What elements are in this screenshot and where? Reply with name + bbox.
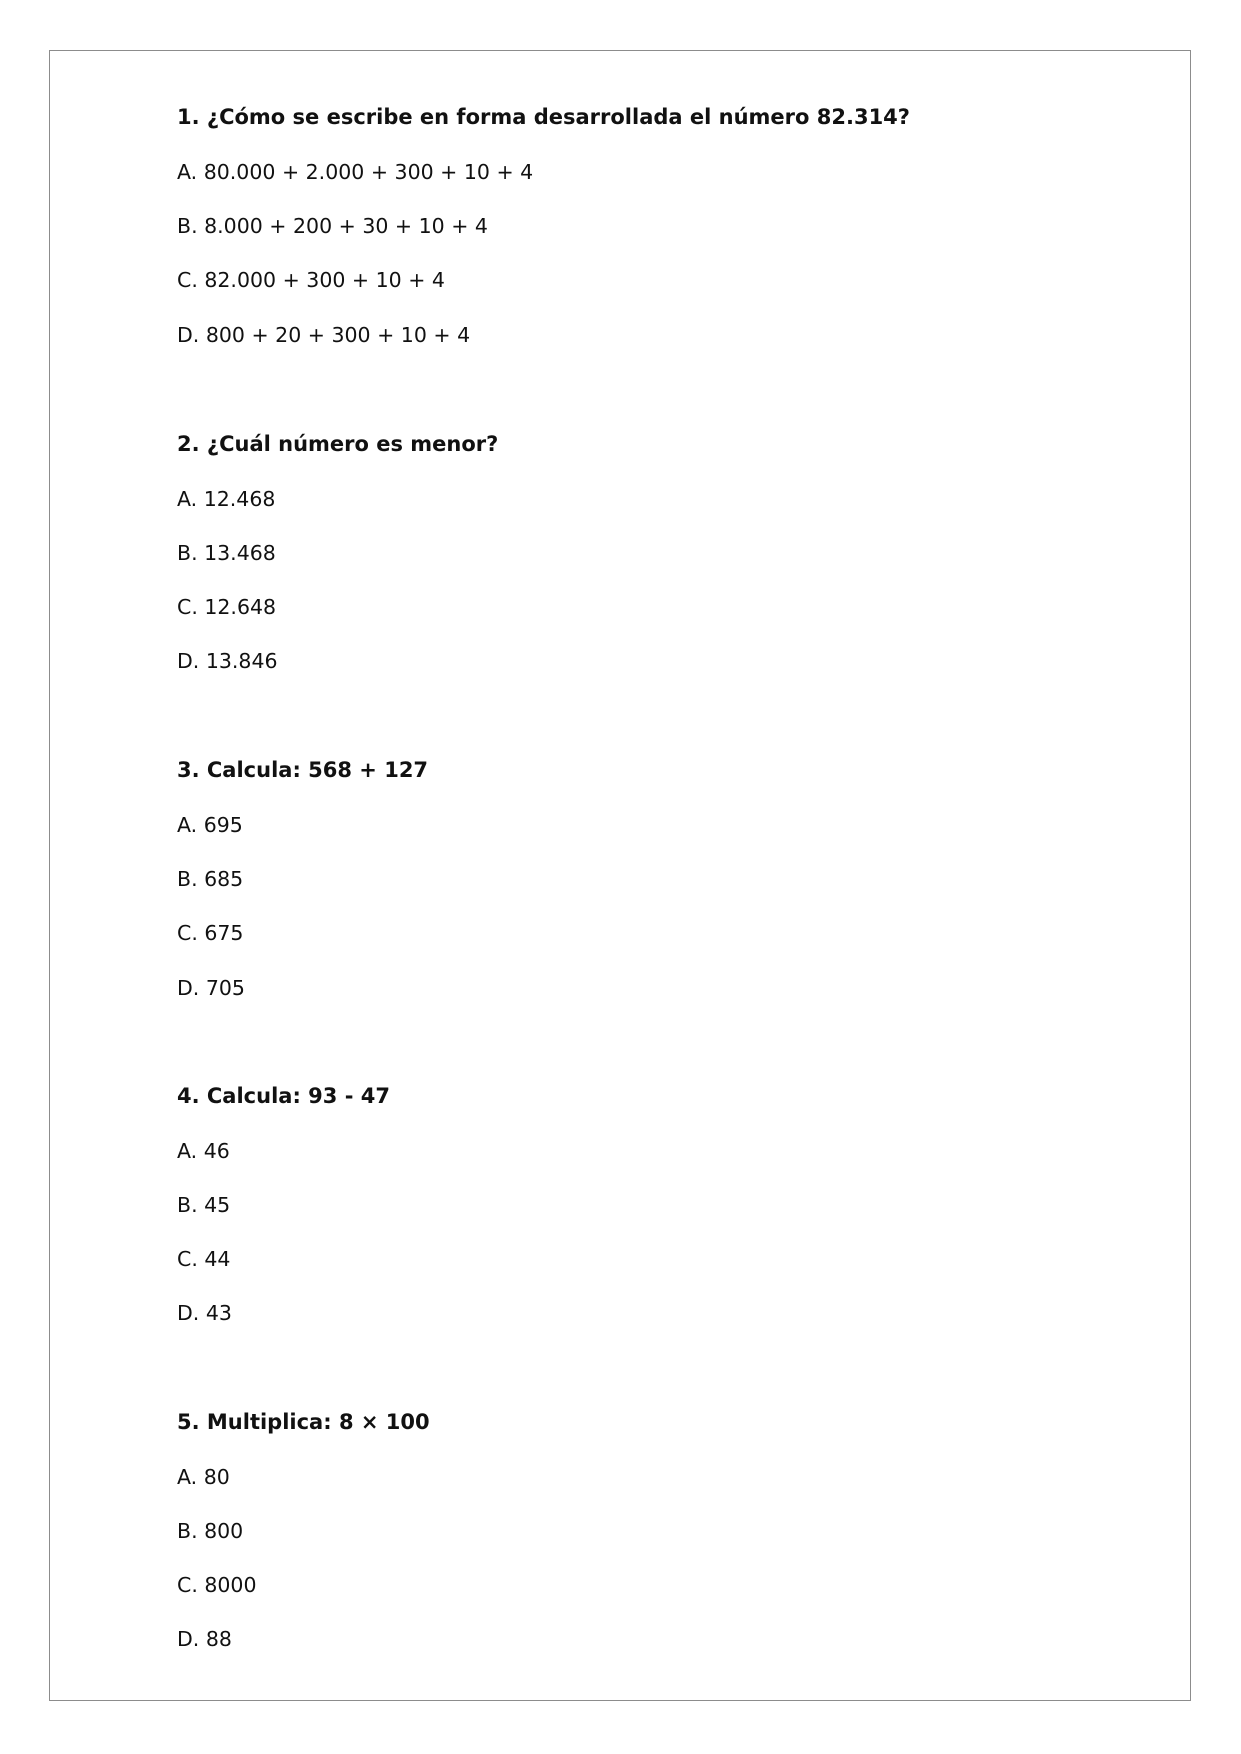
option-a: A. 80.000 + 2.000 + 300 + 10 + 4 [177, 160, 534, 184]
question-title: 1. ¿Cómo se escribe en forma desarrollada el número 82.314? [177, 105, 910, 129]
option-c: C. 44 [177, 1247, 231, 1271]
option-b: B. 45 [177, 1193, 231, 1217]
option-b: B. 800 [177, 1519, 244, 1543]
question-title: 5. Multiplica: 8 × 100 [177, 1410, 430, 1434]
option-b: B. 13.468 [177, 541, 276, 565]
option-d: D. 88 [177, 1627, 232, 1651]
option-c: C. 12.648 [177, 595, 277, 619]
question-title: 2. ¿Cuál número es menor? [177, 432, 499, 456]
option-b: B. 685 [177, 867, 244, 891]
option-d: D. 13.846 [177, 649, 278, 673]
option-a: A. 695 [177, 813, 243, 837]
option-d: D. 705 [177, 976, 245, 1000]
option-d: D. 43 [177, 1301, 232, 1325]
option-a: A. 80 [177, 1465, 230, 1489]
option-a: A. 46 [177, 1139, 230, 1163]
option-c: C. 8000 [177, 1573, 257, 1597]
option-b: B. 8.000 + 200 + 30 + 10 + 4 [177, 214, 488, 238]
option-c: C. 82.000 + 300 + 10 + 4 [177, 268, 445, 292]
option-c: C. 675 [177, 921, 244, 945]
option-d: D. 800 + 20 + 300 + 10 + 4 [177, 323, 471, 347]
option-a: A. 12.468 [177, 487, 276, 511]
question-title: 3. Calcula: 568 + 127 [177, 758, 429, 782]
question-title: 4. Calcula: 93 - 47 [177, 1084, 390, 1108]
